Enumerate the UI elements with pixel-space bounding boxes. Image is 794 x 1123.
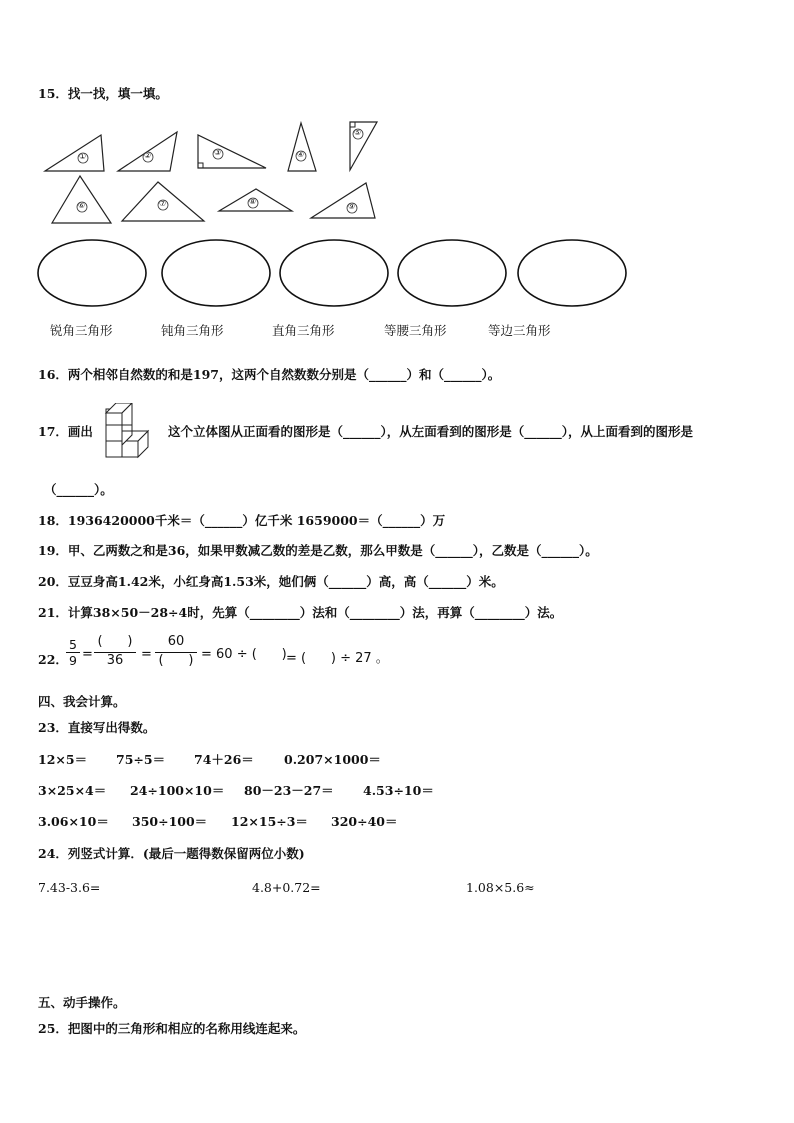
oval-obtuse [162, 240, 270, 306]
question-23: 23．直接写出得数。 [38, 720, 156, 735]
calc-item: 75÷5＝ [116, 752, 166, 767]
fraction-60-blank: 60 ( ) [155, 634, 197, 668]
triangle-9 [311, 183, 375, 218]
tri-label-5: ⑤ [354, 128, 362, 137]
q22-expr-1: = 60 ÷ ( ) [201, 647, 287, 662]
eq-sign-1: = [82, 647, 93, 662]
calc-item: 12×15÷3＝ [231, 814, 308, 829]
question-18: 18．1936420000千米＝（______）亿千米 1659000＝（______）万 [38, 513, 446, 528]
question-25: 25．把图中的三角形和相应的名称用线连起来。 [38, 1021, 306, 1036]
eq-sign-2: = [141, 647, 152, 662]
question-17-text: 这个立体图从正面看的图形是（______），从左面看到的图形是（______），从上面看到的图形是 [168, 424, 694, 439]
oval-right [280, 240, 388, 306]
calc-item: 12×5＝ [38, 752, 88, 767]
question-17-text-cont: （______）。 [44, 482, 113, 497]
vertical-calc-2: 4.8+0.72= [252, 880, 321, 895]
triangle-1 [45, 135, 104, 171]
calc-item: 3×25×4＝ [38, 783, 107, 798]
fraction-5-9: 5 9 [66, 637, 80, 668]
cube-stack-figure [102, 403, 154, 459]
q22-number: 22． [38, 652, 68, 667]
section-4-heading: 四、我会计算。 [38, 694, 126, 709]
calc-item: 320÷40＝ [331, 814, 398, 829]
question-16: 16．两个相邻自然数的和是197，这两个自然数数分别是（______）和（______）。 [38, 367, 501, 382]
triangle-6 [52, 176, 111, 223]
tri-label-6: ⑥ [78, 201, 86, 210]
tri-label-4: ④ [297, 150, 305, 159]
label-isosceles-triangle: 等腰三角形 [384, 323, 447, 338]
calc-item: 0.207×1000＝ [284, 752, 381, 767]
label-obtuse-triangle: 钝角三角形 [161, 323, 224, 338]
q22-expr-2: = ( ) ÷ 27 。 [286, 651, 389, 666]
tri-label-9: ⑨ [348, 202, 356, 211]
calc-item: 24÷100×10＝ [130, 783, 225, 798]
label-acute-triangle: 锐角三角形 [50, 323, 113, 338]
tri-label-2: ② [144, 151, 152, 160]
question-17-prefix: 17．画出 [38, 424, 93, 439]
tri-label-3: ③ [214, 148, 222, 157]
calc-item: 80－23－27＝ [244, 783, 334, 798]
vertical-calc-1: 7.43-3.6= [38, 880, 101, 895]
section-5-heading: 五、动手操作。 [38, 995, 126, 1010]
tri-label-1: ① [79, 152, 87, 161]
question-21: 21．计算38×50－28÷4时，先算（________）法和（________）法，再算（________）法。 [38, 605, 563, 620]
label-equilateral-triangle: 等边三角形 [488, 323, 551, 338]
vertical-calc-3: 1.08×5.6≈ [466, 880, 535, 895]
label-right-triangle: 直角三角形 [272, 323, 335, 338]
question-15: 15．找一找，填一填。 [38, 86, 168, 101]
question-24: 24．列竖式计算．(最后一题得数保留两位小数) [38, 846, 305, 861]
oval-isosceles [398, 240, 506, 306]
tri-label-7: ⑦ [159, 199, 167, 208]
calc-item: 4.53÷10＝ [363, 783, 434, 798]
tri-label-8: ⑧ [249, 197, 257, 206]
question-19: 19．甲、乙两数之和是36，如果甲数减乙数的差是乙数，那么甲数是（______），乙数是（______）。 [38, 543, 598, 558]
oval-equilateral [518, 240, 626, 306]
triangle-3 [198, 135, 266, 168]
fraction-blank-36: ( ) 36 [94, 634, 136, 668]
question-20: 20．豆豆身高1.42米，小红身高1.53米，她们俩（______）高，高（______）米。 [38, 574, 504, 589]
oval-acute [38, 240, 146, 306]
calc-item: 74＋26＝ [194, 752, 254, 767]
calc-item: 3.06×10＝ [38, 814, 109, 829]
calc-item: 350÷100＝ [132, 814, 208, 829]
triangle-4 [288, 123, 316, 171]
triangles-figure [0, 0, 794, 320]
